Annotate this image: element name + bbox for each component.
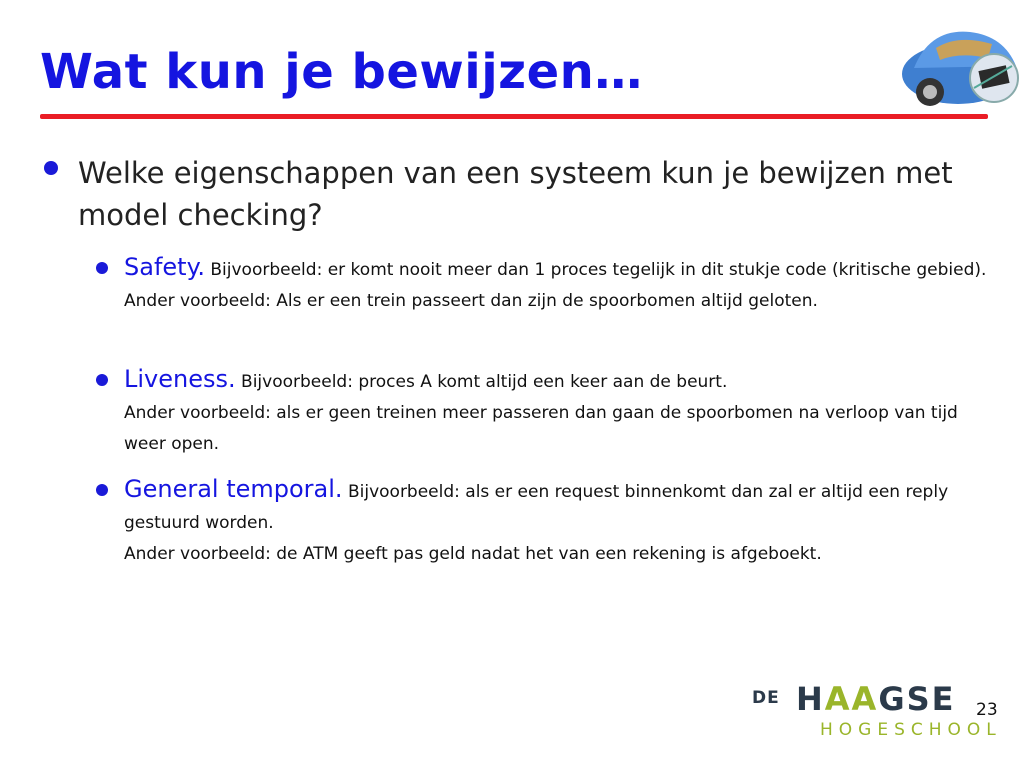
bullet-icon bbox=[96, 484, 108, 496]
main-bullet bbox=[44, 152, 1004, 236]
logo-aa: AA bbox=[824, 680, 879, 718]
bullet-icon bbox=[44, 161, 58, 175]
slide-title: Wat kun je bewijzen… bbox=[40, 44, 643, 100]
logo-gse: GSE bbox=[878, 680, 956, 718]
sub-bullet-safety bbox=[96, 252, 996, 317]
page-number: 23 bbox=[976, 700, 998, 720]
sub-bullet-general-temporal bbox=[96, 474, 996, 570]
sub-bullet-line2: Ander voorbeeld: Als er een trein passeert dan zijn de spoorbomen altijd geloten. bbox=[124, 291, 818, 311]
title-underline bbox=[40, 114, 988, 119]
logo-h: H bbox=[796, 680, 825, 718]
logo-hogeschool: HOGESCHOOL bbox=[820, 720, 1002, 740]
sub-bullet-line1: Bijvoorbeeld: als er een request binnenkomt dan zal er altijd een reply gestuurd worden. bbox=[124, 482, 949, 533]
main-bullet-text: Welke eigenschappen van een systeem kun je bewijzen met model checking? bbox=[78, 156, 953, 232]
sub-bullet-line1: Bijvoorbeeld: er komt nooit meer dan 1 proces tegelijk in dit stukje code (kritische gebied). bbox=[210, 260, 987, 280]
de-haagse-hogeschool-logo bbox=[752, 680, 1002, 748]
sub-bullet-line2: Ander voorbeeld: de ATM geeft pas geld nadat het van een rekening is afgeboekt. bbox=[124, 544, 822, 564]
bullet-icon bbox=[96, 262, 108, 274]
sub-bullet-lead: General temporal. bbox=[124, 475, 343, 503]
bullet-icon bbox=[96, 374, 108, 386]
sub-bullet-lead: Safety. bbox=[124, 253, 205, 281]
sub-bullet-liveness bbox=[96, 364, 996, 460]
sub-bullet-line2: Ander voorbeeld: als er geen treinen meer passeren dan gaan de spoorbomen na verloop van tijd weer open. bbox=[124, 403, 958, 454]
logo-de: DE bbox=[752, 688, 780, 708]
sub-bullet-line1: Bijvoorbeeld: proces A komt altijd een keer aan de beurt. bbox=[241, 372, 728, 392]
sub-bullet-lead: Liveness. bbox=[124, 365, 236, 393]
logo-haagse bbox=[796, 680, 955, 718]
car-illustration-icon bbox=[900, 8, 1022, 116]
